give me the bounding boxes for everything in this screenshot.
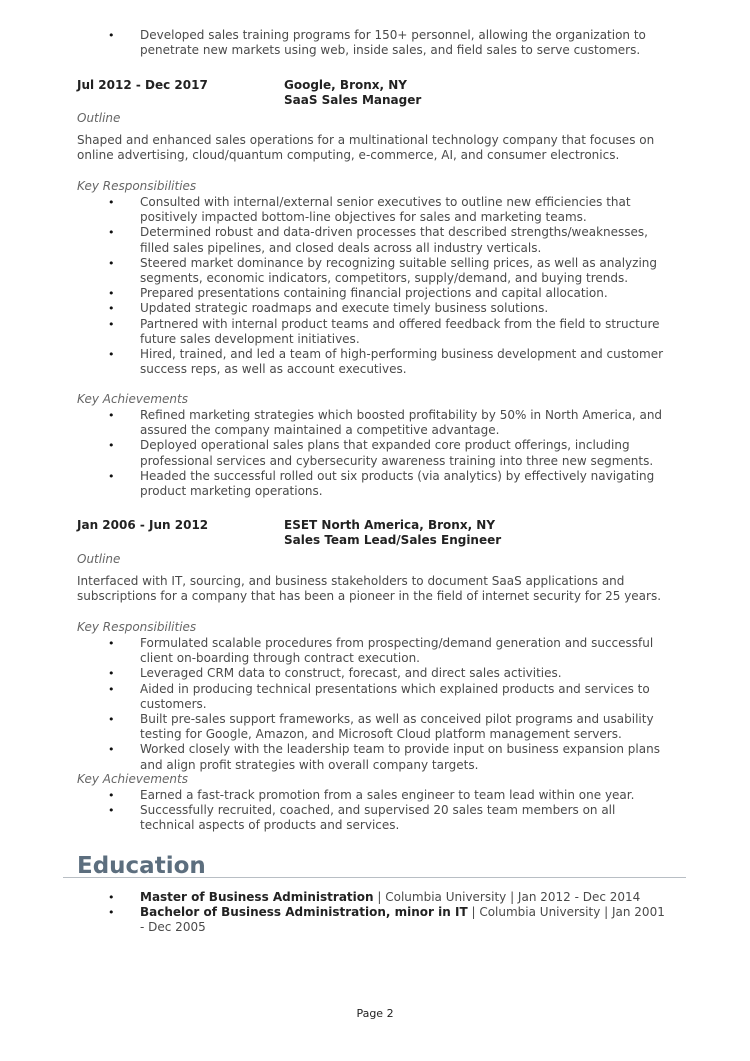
list-item: • Earned a fast-track promotion from a sales engineer to team lead within one year. (108, 788, 635, 802)
job-dates: Jan 2006 - Jun 2012 (77, 518, 209, 532)
list-item: • Master of Business Administration | Columbia University | Jan 2012 - Dec 2014 (108, 890, 641, 904)
degree-name: Bachelor of Business Administration, minor in IT (140, 905, 468, 920)
list-item: • Partnered with internal product teams and offered feedback from the field to structure future sales development initiatives. (108, 316, 660, 346)
list-item: • Prepared presentations containing financial projections and capital allocation. (108, 286, 608, 301)
list-item: • Headed the successful rolled out six products (via analytics) by effectively navigating product marketing operations. (108, 468, 655, 499)
achievements-list (77, 788, 677, 834)
education-heading: Education (77, 853, 206, 879)
job-role: SaaS Sales Manager (284, 93, 422, 107)
page-number: Page 2 (356, 1007, 394, 1020)
bullet-list (77, 28, 677, 58)
job-company: ESET North America, Bronx, NY (284, 518, 496, 532)
list-item: • Worked closely with the leadership team to provide input on business expansion plans and align profit strategies with overall company targets. (108, 742, 660, 772)
outline-label: Outline (77, 552, 121, 566)
degree-details: | Columbia University | Jan 2012 - Dec 2014 (373, 890, 641, 904)
job-role: Sales Team Lead/Sales Engineer (284, 533, 502, 547)
achievements-label: Key Achievements (77, 392, 188, 406)
list-item: • Bachelor of Business Administration, minor in IT | Columbia University | Jan 2001 - Dec 2005 (108, 905, 665, 935)
list-item: • Consulted with internal/external senior executives to outline new efficiencies that positively impacted bottom-line objectives for sales and marketing teams. (108, 195, 631, 225)
list-item: • Refined marketing strategies which boosted profitability by 50% in North America, and assured the company maintained a competitive advantage. (108, 408, 663, 438)
list-item: • Updated strategic roadmaps and execute timely business solutions. (108, 301, 549, 316)
responsibilities-list (77, 636, 677, 773)
list-item: • Aided in producing technical presentations which explained products and services to customers. (108, 681, 650, 711)
list-item: • Built pre-sales support frameworks, as well as conceived pilot programs and usability testing for Google, Amazon, and Microsoft Cloud platform management servers. (108, 712, 654, 742)
responsibilities-list (77, 195, 677, 377)
outline-label: Outline (77, 111, 121, 125)
list-item: • Leveraged CRM data to construct, forecast, and direct sales activities. (108, 666, 562, 681)
list-item: • Developed sales training programs for 150+ personnel, allowing the organization to penetrate new markets using web, inside sales, and field sales to serve customers. (108, 28, 646, 58)
outline-text: Shaped and enhanced sales operations for a multinational technology company that focuses on online advertising, cloud/quantum computing, e-commerce, AI, and consumer electronics. (77, 133, 655, 163)
list-item: • Successfully recruited, coached, and supervised 20 sales team members on all technical aspects of products and services. (108, 803, 616, 833)
degree-name: Master of Business Administration (140, 890, 374, 904)
responsibilities-label: Key Responsibilities (77, 620, 197, 634)
list-item: • Hired, trained, and led a team of high-performing business development and customer success reps, as well as account executives. (108, 347, 664, 377)
continued-bullets (77, 28, 677, 58)
outline-text: Interfaced with IT, sourcing, and business stakeholders to document SaaS applications and subscriptions for a company that has been a pioneer in the field of internet security for 25 years. (77, 574, 662, 604)
achievements-list (77, 408, 677, 499)
responsibilities-label: Key Responsibilities (77, 179, 197, 193)
list-item: • Steered market dominance by recognizing suitable selling prices, as well as analyzing segments, economic indicators, competitors, supply/demand, and buying trends. (108, 255, 658, 286)
degree-details: | Columbia University | Jan 2001 - Dec 2005 (140, 905, 665, 935)
list-item: • Formulated scalable procedures from prospecting/demand generation and successful client on-boarding through contract execution. (108, 636, 654, 666)
education-list (77, 890, 677, 936)
section-divider (63, 877, 686, 878)
list-item: • Deployed operational sales plans that expanded core product offerings, including professional services and cybersecurity awareness training into three new segments. (108, 438, 654, 468)
job-dates: Jul 2012 - Dec 2017 (77, 78, 208, 92)
job-company: Google, Bronx, NY (284, 78, 407, 92)
list-item: • Determined robust and data-driven processes that described strengths/weaknesses, filled sales pipelines, and closed deals across all industry verticals. (108, 225, 648, 255)
achievements-label: Key Achievements (77, 772, 188, 786)
